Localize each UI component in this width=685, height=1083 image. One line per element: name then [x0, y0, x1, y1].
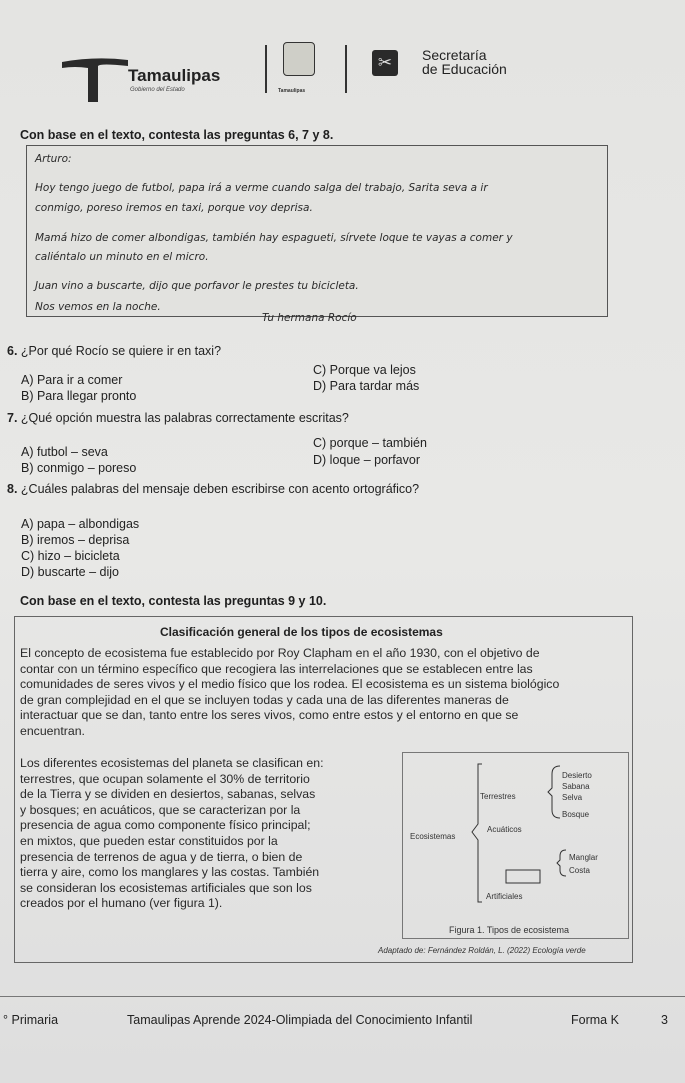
- sep-line2: de Educación: [422, 61, 507, 77]
- question-text: ¿Por qué Rocío se quiere ir en taxi?: [20, 344, 222, 358]
- section1-instruction: Con base en el texto, contesta las preguntas 6, 7 y 8.: [20, 128, 334, 142]
- figure-caption: Figura 1. Tipos de ecosistema: [449, 925, 570, 935]
- option-a[interactable]: A) papa – albondigas: [21, 517, 140, 531]
- paragraph-line: encuentran.: [20, 723, 85, 738]
- option-b[interactable]: B) Para llegar pronto: [21, 389, 137, 403]
- question-number: 6.: [7, 344, 18, 358]
- header-divider: [265, 45, 267, 93]
- section2-instruction: Con base en el texto, contesta las preguntas 9 y 10.: [20, 594, 327, 608]
- article-title: Clasificación general de los tipos de ecosistemas: [160, 625, 443, 639]
- state-seal-icon: [283, 42, 315, 76]
- paragraph-line: El concepto de ecosistema fue establecido por Roy Clapham en el año 1930, con el objetivo de: [20, 646, 540, 660]
- question-6: [7, 344, 221, 358]
- option-d[interactable]: D) buscarte – dijo: [21, 565, 119, 579]
- article-paragraph-1: [20, 646, 626, 740]
- page-number: 3: [661, 1013, 668, 1027]
- question-text: ¿Qué opción muestra las palabras correctamente escritas?: [20, 411, 349, 425]
- paragraph-line: y bosques; en acuáticos, que se caracterizan por la: [20, 802, 301, 817]
- sep-line1: Secretaría: [422, 47, 487, 63]
- footer-divider: [0, 996, 685, 997]
- letter-line: Nos vemos en la noche.: [35, 301, 161, 313]
- article-paragraph-2: [20, 756, 400, 912]
- paragraph-line: creados por el humano (ver figura 1).: [20, 896, 223, 911]
- figure-artificiales: Artificiales: [486, 892, 523, 901]
- state-name: Tamaulipas: [128, 66, 221, 85]
- letter-line: Mamá hizo de comer albondigas, también hay espagueti, sírvete loque te vayas a comer y: [35, 232, 513, 244]
- header-divider: [345, 45, 347, 93]
- question-text: ¿Cuáles palabras del mensaje deben escribirse con acento ortográfico?: [20, 482, 420, 496]
- footer-grade-text: Primaria: [11, 1013, 59, 1027]
- source-credit: Adaptado de: Fernández Roldán, L. (2022) Ecología verde: [378, 946, 586, 955]
- paragraph-line: presencia de agua como componente físico principal;: [20, 818, 311, 833]
- tamaulipas-logo-icon: [60, 54, 130, 104]
- question-number: 7.: [7, 411, 18, 425]
- paragraph-line: de la Tierra y se dividen en desiertos, sabanas, selvas: [20, 787, 316, 802]
- figure-item: Selva: [562, 793, 583, 802]
- seal-caption: Tamaulipas: [278, 88, 306, 94]
- figure-root: Ecosistemas: [410, 832, 456, 841]
- footer-program: Tamaulipas Aprende 2024-Olimpiada del Conocimiento Infantil: [127, 1013, 473, 1027]
- option-b[interactable]: B) iremos – deprisa: [21, 533, 130, 547]
- paragraph-line: Los diferentes ecosistemas del planeta se clasifican en:: [20, 756, 324, 770]
- letter-line: Juan vino a buscarte, dijo que porfavor le prestes tu bicicleta.: [35, 280, 359, 292]
- paragraph-line: de gran complejidad en el que se incluyen todas y cada una de las diferentes maneras de: [20, 692, 509, 707]
- option-b[interactable]: B) conmigo – poreso: [21, 461, 137, 475]
- figure-item: Manglar: [569, 853, 598, 862]
- option-c[interactable]: C) hizo – bicicleta: [21, 549, 120, 563]
- option-c[interactable]: C) Porque va lejos: [313, 363, 416, 377]
- option-a[interactable]: A) Para ir a comer: [21, 373, 123, 387]
- paragraph-line: contar con un término específico que recogiera las interrelaciones que se establecen entre las: [20, 661, 533, 676]
- letter-line: conmigo, poreso iremos en taxi, porque voy deprisa.: [35, 202, 313, 214]
- letter-greeting: Arturo:: [35, 153, 72, 165]
- letter-signature: Tu hermana Rocío: [262, 312, 357, 324]
- option-c[interactable]: C) porque – también: [313, 436, 427, 450]
- state-subtitle: Gobierno del Estado: [130, 87, 185, 93]
- paragraph-line: comunidades de seres vivos y el medio físico que los rodea. El ecosistema es un sistema biológico: [20, 677, 560, 692]
- figure-item: Sabana: [562, 782, 590, 791]
- paragraph-line: en mixtos, que pueden estar constituidos por la: [20, 833, 278, 848]
- letter-line: Hoy tengo juego de futbol, papa irá a verme cuando salga del trabajo, Sarita seva a ir: [35, 182, 488, 194]
- question-number: 8.: [7, 482, 18, 496]
- letter-line: caliéntalo un minuto en el micro.: [35, 251, 209, 263]
- paragraph-line: interactuar que se dan, tanto entre los seres vivos, como entre estos y el entorno en que se: [20, 708, 519, 723]
- footer-grade: ° Primaria: [3, 1013, 59, 1027]
- figure-item: Bosque: [562, 810, 590, 819]
- paragraph-line: terrestres, que ocupan solamente el 30% de territorio: [20, 771, 310, 786]
- figure-terrestres: Terrestres: [480, 792, 516, 801]
- paragraph-line: presencia de terrenos de agua y de tierra, o bien de: [20, 849, 303, 864]
- paragraph-line: se consideran los ecosistemas artificiales que son los: [20, 880, 312, 895]
- option-d[interactable]: D) loque – porfavor: [313, 453, 421, 467]
- figure-acuaticos: Acuáticos: [487, 825, 522, 834]
- option-d[interactable]: D) Para tardar más: [313, 379, 420, 393]
- paragraph-line: tierra y aire, como los manglares y las costas. También: [20, 865, 320, 880]
- option-a[interactable]: A) futbol – seva: [21, 445, 108, 459]
- footer-form: Forma K: [571, 1013, 619, 1027]
- figure-brackets: [402, 752, 627, 937]
- figure-item: Desierto: [562, 771, 592, 780]
- question-7: [7, 411, 349, 425]
- question-8: [7, 482, 419, 496]
- sep-logo-icon: ✂: [372, 50, 398, 76]
- figure-item: Costa: [569, 866, 590, 875]
